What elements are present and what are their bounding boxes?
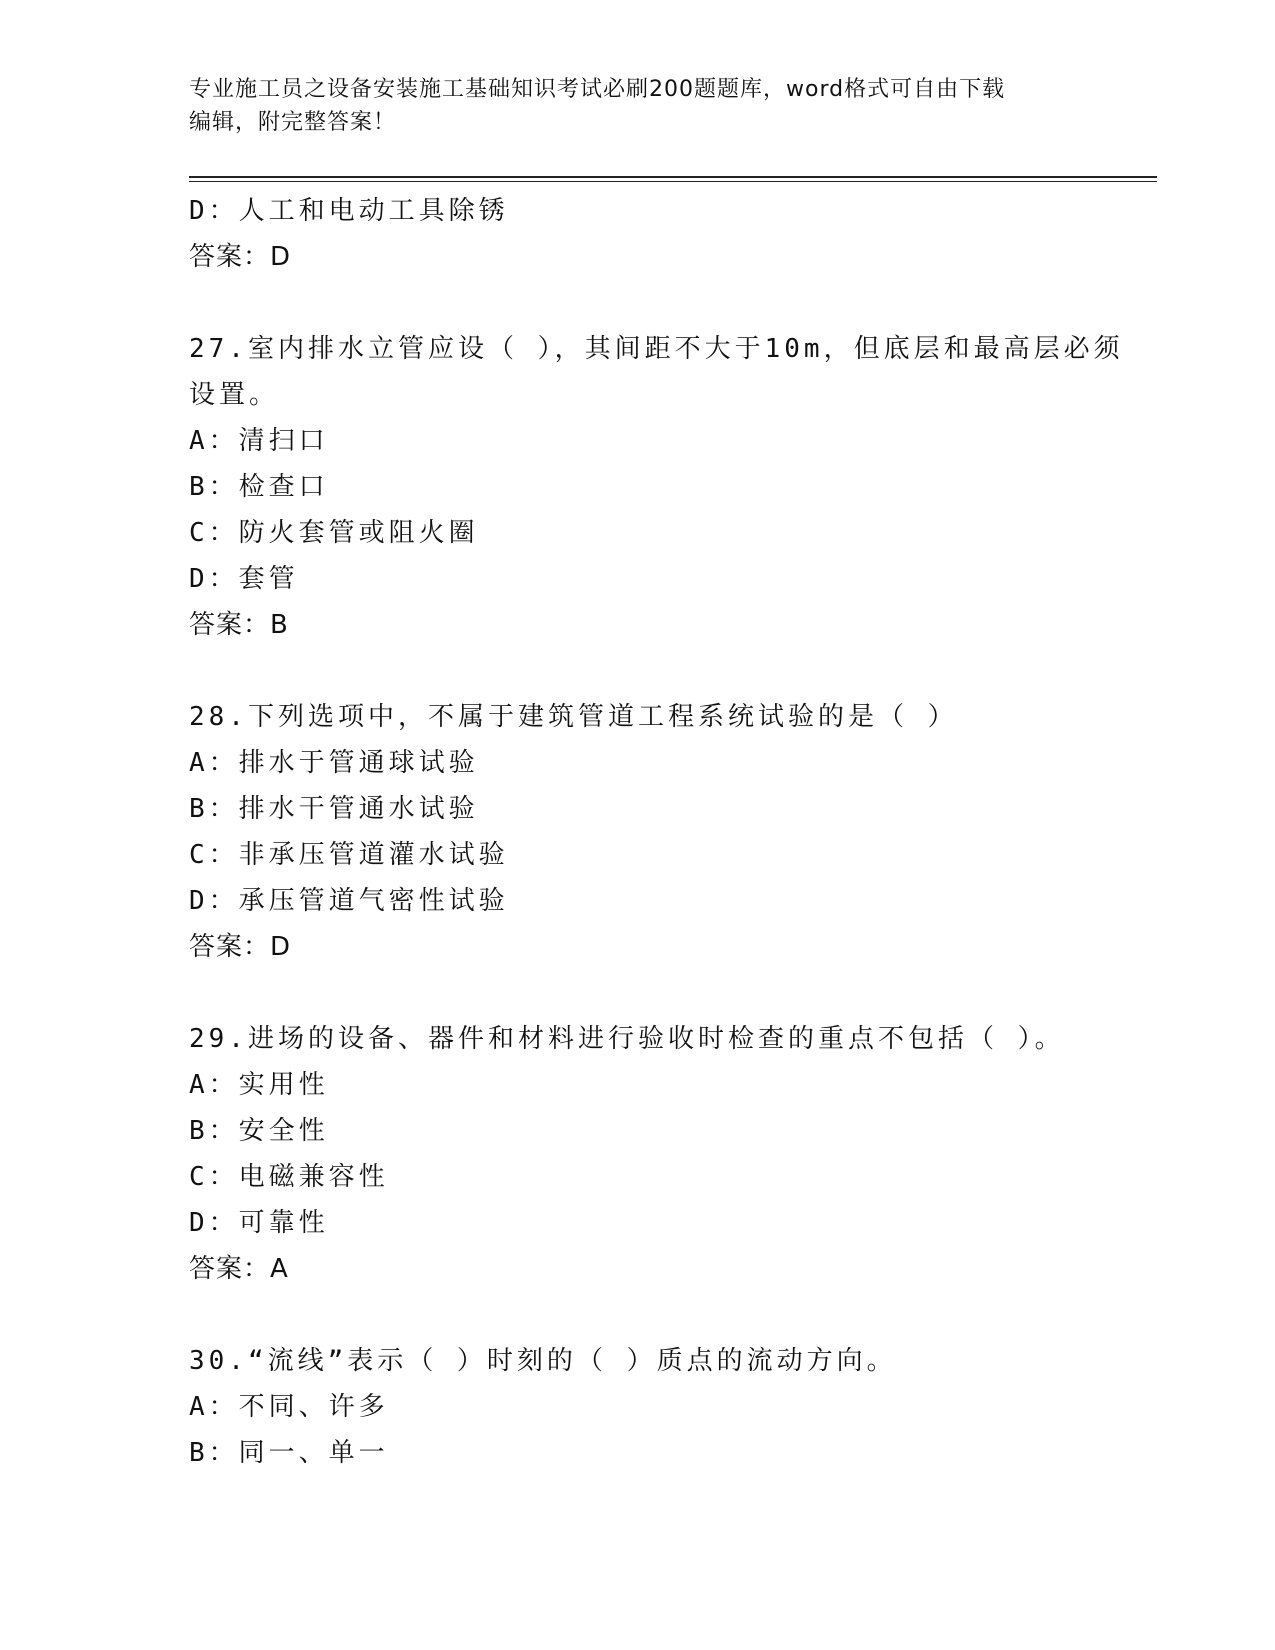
option-c: C：电磁兼容性 xyxy=(189,1162,389,1192)
question-28 xyxy=(189,694,1089,970)
option-d: D：可靠性 xyxy=(189,1208,329,1238)
question-27 xyxy=(189,326,1124,648)
answer: 答案：D xyxy=(189,242,292,272)
header-divider-thin xyxy=(189,181,1157,182)
option-a: A：清扫口 xyxy=(189,426,329,456)
question-stem: 29.进场的设备、器件和材料进行验收时检查的重点不包括（ ）。 xyxy=(189,1024,1065,1054)
option-d: D：承压管道气密性试验 xyxy=(189,886,509,916)
option-d: D：人工和电动工具除锈 xyxy=(189,196,509,226)
option-b: B：同一、单一 xyxy=(189,1438,389,1468)
option-d: D：套管 xyxy=(189,564,299,594)
header-line-1: 专业施工员之设备安装施工基础知识考试必刷200题题库，word格式可自由下载 xyxy=(189,77,1006,102)
question-29 xyxy=(189,1016,1089,1292)
question-30 xyxy=(189,1338,1089,1476)
option-a: A：不同、许多 xyxy=(189,1392,389,1422)
answer: 答案：A xyxy=(189,1254,289,1284)
option-b: B：排水干管通水试验 xyxy=(189,794,479,824)
question-stem: 28.下列选项中，不属于建筑管道工程系统试验的是（ ） xyxy=(189,702,958,732)
spacer xyxy=(189,648,1089,694)
spacer xyxy=(189,1292,1089,1338)
answer: 答案：B xyxy=(189,610,289,640)
spacer xyxy=(189,970,1089,1016)
question-list xyxy=(189,188,1124,1476)
document-header xyxy=(189,73,1089,139)
option-c: C：防火套管或阻火圈 xyxy=(189,518,479,548)
answer: 答案：D xyxy=(189,932,292,962)
header-divider-thick xyxy=(189,176,1157,178)
header-line-2: 编辑，附完整答案！ xyxy=(189,110,397,135)
option-c: C：非承压管道灌水试验 xyxy=(189,840,509,870)
spacer xyxy=(189,280,1089,326)
question-stem: 27.室内排水立管应设（ ），其间距不大于10m，但底层和最高层必须 xyxy=(189,334,1124,364)
option-b: B：安全性 xyxy=(189,1116,329,1146)
option-a: A：排水于管通球试验 xyxy=(189,748,479,778)
option-b: B：检查口 xyxy=(189,472,329,502)
question-stem: 30.“流线”表示（ ）时刻的（ ）质点的流动方向。 xyxy=(189,1346,897,1376)
option-a: A：实用性 xyxy=(189,1070,329,1100)
question-stem-continued: 设置。 xyxy=(189,380,280,410)
